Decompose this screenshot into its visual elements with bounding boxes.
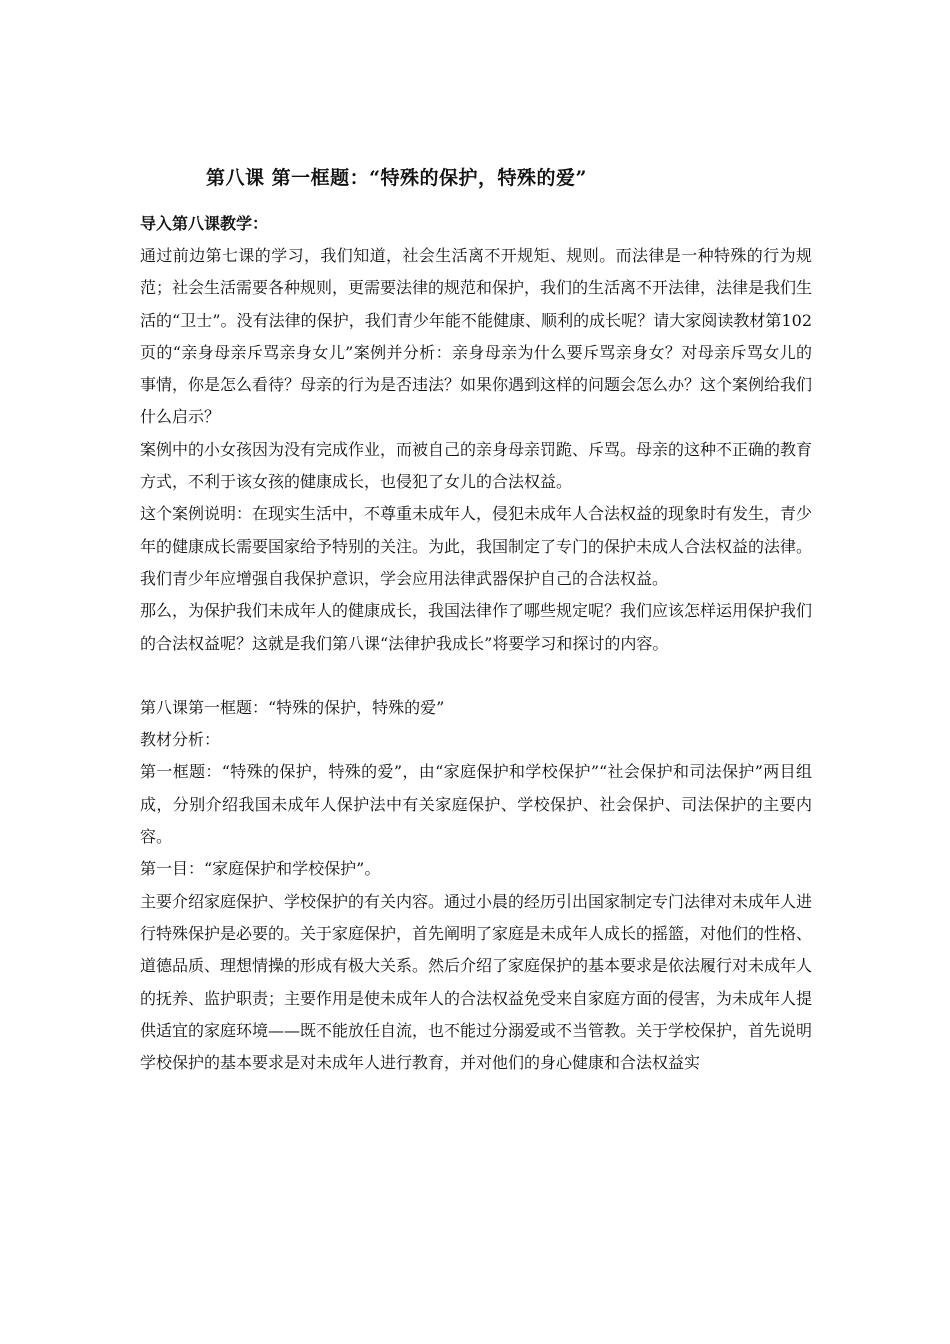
case-paragraph: 案例中的小女孩因为没有完成作业，而被自己的亲身母亲罚跪、斥骂。母亲的这种不正确的教育方式，不利于该女孩的健康成长，也侵犯了女儿的合法权益。 bbox=[140, 439, 813, 492]
transition-paragraph: 那么，为保护我们未成年人的健康成长，我国法律作了哪些规定呢？我们应该怎样运用保护我们的合法权益呢？这就是我们第八课“法律护我成长”将要学习和探讨的内容。 bbox=[140, 601, 813, 653]
analysis-paragraph: 第一框题：“特殊的保护，特殊的爱”，由“家庭保护和学校保护”“社会保护和司法保护”两目组成，分别介绍我国未成年人保护法中有关家庭保护、学校保护、社会保护、司法保护的主要内容。 bbox=[140, 762, 812, 847]
analysis-label: 教材分析： bbox=[140, 730, 221, 750]
item-one-paragraph: 主要介绍家庭保护、学校保护的有关内容。通过小晨的经历引出国家制定专门法律对未成年人进行特殊保护是必要的。关于家庭保护，首先阐明了家庭是未成年人成长的摇篮，对他们的性格、道德品质、理想情操的形成有极大关系。然后介绍了家庭保护的基本要求是依法履行对未成年人的抚养、监护职责；主要作用是使未成年人的合法权益免受来自家庭方面的侵害，为未成年人提供适宜的家庭环境——既不能放任自流，也不能过分溺爱或不当管教。关于学校保护，首先说明学校保护的基本要求是对未成年人进行教育，并对他们的身心健康和合法权益实 bbox=[140, 891, 813, 1073]
item-one-label: 第一目：“家庭保护和学校保护”。 bbox=[140, 859, 381, 879]
case-explanation-paragraph: 这个案例说明：在现实生活中，不尊重未成年人，侵犯未成年人合法权益的现象时有发生，青少年的健康成长需要国家给予特别的关注。为此，我国制定了专门的保护未成人合法权益的法律。我们青少年应增强自我保护意识，学会应用法律武器保护自己的合法权益。 bbox=[140, 504, 813, 588]
intro-heading: 导入第八课教学： bbox=[140, 214, 269, 233]
page-title: 第八课 第一框题：“特殊的保护，特殊的爱” bbox=[206, 167, 587, 189]
intro-paragraph: 通过前边第七课的学习，我们知道，社会生活离不开规矩、规则。而法律是一种特殊的行为规范；社会生活需要各种规则，更需要法律的规范和保护，我们的生活离不开法律，法律是我们生活的“卫士”。没有法律的保护，我们青少年能不能健康、顺利的成长呢？请大家阅读教材第102页的“亲身母亲斥骂亲身女儿”案例并分析：亲身母亲为什么要斥骂亲身女？对母亲斥骂女儿的事情，你是怎么看待？母亲的行为是否违法？如果你遇到这样的问题会怎么办？这个案例给我们什么启示？ bbox=[140, 246, 813, 427]
section-title: 第八课第一框题：“特殊的保护，特殊的爱” bbox=[140, 697, 445, 717]
blank-line bbox=[140, 660, 812, 692]
document-body bbox=[140, 164, 812, 1079]
